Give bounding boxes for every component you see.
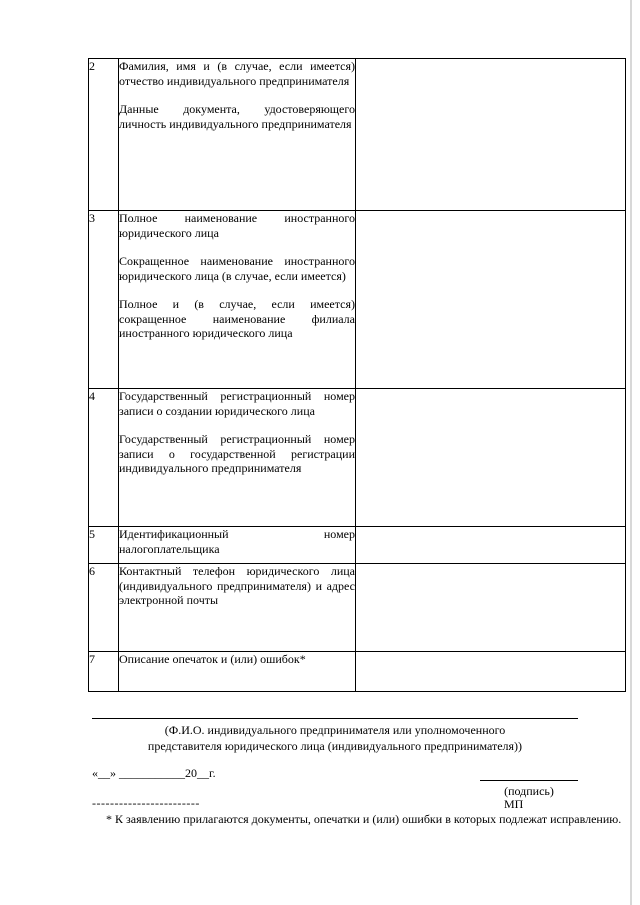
row-number: 7 — [89, 652, 119, 692]
field-label: Государственный регистрационный номер записи о государственной регистрации индивидуального предпринимателя — [119, 432, 355, 475]
correction-form-table — [88, 58, 626, 692]
row-description — [119, 211, 356, 389]
row-value-field[interactable] — [356, 59, 626, 211]
row-description — [119, 59, 356, 211]
date-field: «__» ___________20__г. — [92, 766, 216, 780]
field-label: Сокращенное наименование иностранного юридического лица (в случае, если имеется) — [119, 254, 355, 283]
row-number: 6 — [89, 564, 119, 652]
row-value-field[interactable] — [356, 389, 626, 527]
name-signature-line — [92, 718, 578, 719]
signature-line — [480, 780, 578, 781]
field-label: Данные документа, удостоверяющего личность индивидуального предпринимателя — [119, 102, 355, 131]
row-description — [119, 652, 356, 692]
name-caption-line-2: представителя юридического лица (индивидуального предпринимателя)) — [147, 739, 523, 753]
name-caption-line-1: (Ф.И.О. индивидуального предпринимателя или уполномоченного — [164, 723, 506, 737]
field-label: Фамилия, имя и (в случае, если имеется) отчество индивидуального предпринимателя — [119, 59, 355, 88]
row-number: 5 — [89, 527, 119, 564]
page-edge — [630, 0, 632, 905]
field-label: Контактный телефон юридического лица (индивидуального предпринимателя) и адрес электронной почты — [119, 564, 355, 607]
row-value-field[interactable] — [356, 564, 626, 652]
row-description — [119, 564, 356, 652]
row-value-field[interactable] — [356, 527, 626, 564]
row-number: 3 — [89, 211, 119, 389]
signature-label: (подпись) — [504, 784, 554, 798]
form-row — [89, 564, 626, 652]
name-caption — [92, 722, 578, 754]
field-label: Полное наименование иностранного юридического лица — [119, 211, 355, 240]
field-label: Идентификационный номер налогоплательщика — [119, 527, 355, 556]
row-description — [119, 527, 356, 564]
row-value-field[interactable] — [356, 652, 626, 692]
row-value-field[interactable] — [356, 211, 626, 389]
row-description — [119, 389, 356, 527]
form-row — [89, 527, 626, 564]
form-row — [89, 389, 626, 527]
form-row — [89, 59, 626, 211]
row-number: 2 — [89, 59, 119, 211]
form-row — [89, 211, 626, 389]
field-label: Государственный регистрационный номер записи о создании юридического лица — [119, 389, 355, 418]
field-label: Полное и (в случае, если имеется) сокращенное наименование филиала иностранного юридического лица — [119, 297, 355, 340]
row-number: 4 — [89, 389, 119, 527]
form-row — [89, 652, 626, 692]
field-label: Описание опечаток и (или) ошибок* — [119, 652, 306, 666]
stamp-label: МП — [504, 797, 524, 811]
footnote-separator: ------------------------ — [92, 796, 200, 810]
footnote-text: * К заявлению прилагаются документы, опечатки и (или) ошибки в которых подлежат исправлению. — [106, 812, 622, 826]
